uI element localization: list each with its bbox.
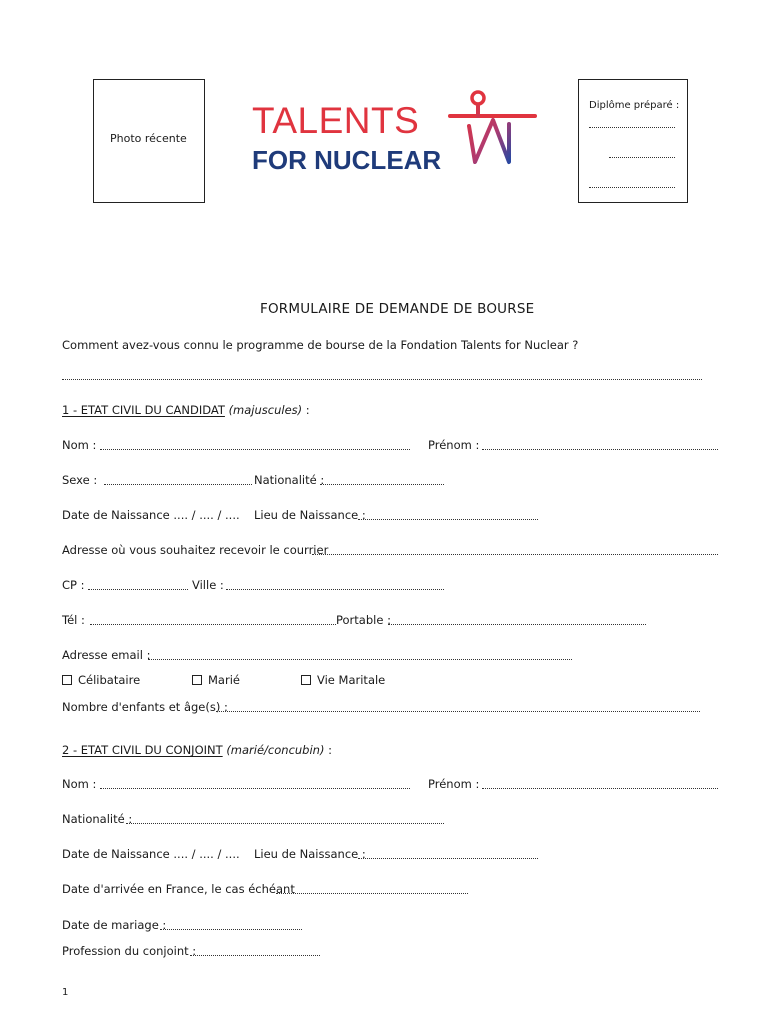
diploma-line-3[interactable]	[589, 178, 675, 188]
question-answer-line[interactable]	[62, 370, 702, 380]
conjoint-date-naissance-label[interactable]: Date de Naissance .... / .... / ....	[62, 847, 240, 861]
prenom-field[interactable]	[482, 440, 718, 450]
lieu-naissance-field[interactable]	[358, 510, 538, 520]
diploma-line-1[interactable]	[589, 118, 675, 128]
portable-field[interactable]	[388, 615, 646, 625]
page-title: FORMULAIRE DE DEMANDE DE BOURSE	[260, 301, 535, 317]
section2-suffix: :	[328, 743, 332, 757]
email-field[interactable]	[148, 650, 572, 660]
section2-note: (marié/concubin)	[226, 743, 325, 757]
section1-heading	[62, 403, 310, 417]
section1-title: 1 - ETAT CIVIL DU CANDIDAT	[62, 403, 225, 417]
section1-note: (majuscules)	[228, 403, 303, 417]
tel-field[interactable]	[90, 615, 336, 625]
nom-label: Nom :	[62, 438, 97, 452]
page-number: 1	[62, 987, 69, 998]
arrivee-field[interactable]	[276, 884, 468, 894]
status-celibataire[interactable]	[62, 673, 140, 687]
section2-heading	[62, 743, 332, 757]
conjoint-lieu-naissance-field[interactable]	[358, 849, 538, 859]
checkbox-vie-maritale[interactable]	[301, 675, 311, 685]
enfants-field[interactable]	[216, 702, 700, 712]
adresse-label: Adresse où vous souhaitez recevoir le courrier	[62, 543, 329, 557]
logo-text-talents: TALENTS	[252, 100, 420, 141]
status-vie-maritale-label: Vie Maritale	[317, 673, 386, 687]
date-naissance-label[interactable]: Date de Naissance .... / .... / ....	[62, 508, 240, 522]
status-marie-label: Marié	[208, 673, 240, 687]
logo	[252, 100, 552, 180]
diploma-label: Diplôme préparé :	[589, 100, 680, 111]
arrivee-label: Date d'arrivée en France, le cas échéant	[62, 882, 295, 896]
logo-tn-icon	[445, 90, 545, 175]
status-marie[interactable]	[192, 673, 240, 687]
mariage-label: Date de mariage :	[62, 918, 167, 932]
checkbox-celibataire[interactable]	[62, 675, 72, 685]
enfants-label: Nombre d'enfants et âge(s) :	[62, 700, 228, 714]
photo-label: Photo récente	[110, 132, 187, 145]
email-label: Adresse email :	[62, 648, 151, 662]
section2-title: 2 - ETAT CIVIL DU CONJOINT	[62, 743, 223, 757]
photo-box	[93, 79, 205, 203]
conjoint-nom-label: Nom :	[62, 777, 97, 791]
diploma-line-2[interactable]	[609, 148, 675, 158]
checkbox-marie[interactable]	[192, 675, 202, 685]
prenom-label: Prénom :	[428, 438, 480, 452]
conjoint-nom-field[interactable]	[100, 779, 410, 789]
adresse-field[interactable]	[312, 545, 718, 555]
ville-label: Ville :	[192, 578, 224, 592]
conjoint-prenom-field[interactable]	[482, 779, 718, 789]
status-vie-maritale[interactable]	[301, 673, 385, 687]
sexe-field[interactable]	[104, 475, 252, 485]
cp-label: CP :	[62, 578, 85, 592]
status-celibataire-label: Célibataire	[78, 673, 141, 687]
profession-field[interactable]	[190, 946, 320, 956]
diploma-box	[578, 79, 688, 203]
nationalite-label: Nationalité :	[254, 473, 325, 487]
conjoint-lieu-naissance-label: Lieu de Naissance :	[254, 847, 366, 861]
section1-suffix: :	[305, 403, 310, 417]
conjoint-nationalite-label: Nationalité :	[62, 812, 133, 826]
profession-label: Profession du conjoint :	[62, 944, 197, 958]
mariage-field[interactable]	[160, 920, 302, 930]
sexe-label: Sexe :	[62, 473, 98, 487]
conjoint-nationalite-field[interactable]	[126, 814, 444, 824]
tel-label: Tél :	[62, 613, 85, 627]
ville-field[interactable]	[226, 580, 444, 590]
lieu-naissance-label: Lieu de Naissance :	[254, 508, 366, 522]
conjoint-prenom-label: Prénom :	[428, 777, 480, 791]
portable-label: Portable :	[336, 613, 391, 627]
nom-field[interactable]	[100, 440, 410, 450]
logo-text-for-nuclear: FOR NUCLEAR	[252, 145, 442, 175]
cp-field[interactable]	[88, 580, 188, 590]
question-text: Comment avez-vous connu le programme de bourse de la Fondation Talents for Nuclear ?	[62, 338, 579, 352]
nationalite-field[interactable]	[320, 475, 444, 485]
